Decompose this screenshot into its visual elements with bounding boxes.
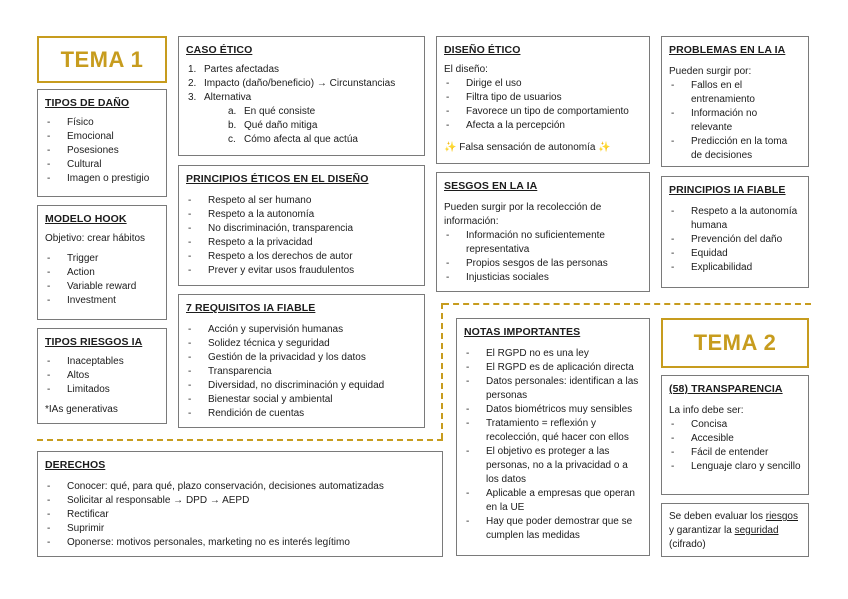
derechos-box xyxy=(37,451,443,557)
list-item: - Datos biométricos muy sensibles xyxy=(464,403,642,417)
list-item: - Explicabilidad xyxy=(669,261,801,275)
list-item: - Respeto a la autonomía humana xyxy=(669,205,801,233)
list-item: - Solidez técnica y seguridad xyxy=(186,337,417,351)
list-item: - Inaceptables xyxy=(45,355,159,369)
tipos-dano-box xyxy=(37,89,167,197)
item-text: Impacto (daño/beneficio) → Circunstancias xyxy=(204,78,396,89)
list-item: - El objetivo es proteger a las personas, no a la privacidad o a los datos xyxy=(464,445,642,487)
item-number: 1. xyxy=(188,64,197,75)
principios-diseno-list xyxy=(186,194,417,278)
item-number: 2. xyxy=(188,78,197,89)
list-item: - Físico xyxy=(45,116,159,130)
list-item: - Cultural xyxy=(45,158,159,172)
diseno-etico-intro: El diseño: xyxy=(444,64,488,75)
list-item: - Equidad xyxy=(669,247,801,261)
section-divider xyxy=(443,303,811,305)
principios-fiable-box xyxy=(661,176,809,288)
list-item: - Gestión de la privacidad y los datos xyxy=(186,351,417,365)
list-item xyxy=(186,77,417,91)
list-item: - Respeto al ser humano xyxy=(186,194,417,208)
list-item: - Acción y supervisión humanas xyxy=(186,323,417,337)
item-letter: c. xyxy=(228,134,236,145)
list-item: - El RGPD es de aplicación directa xyxy=(464,361,642,375)
list-item: - Tratamiento = reflexión y recolección, qué hacer con ellos xyxy=(464,417,642,445)
transparencia-list xyxy=(669,418,801,474)
tipos-dano-title: TIPOS DE DAÑO xyxy=(45,97,130,109)
caso-etico-list xyxy=(186,63,417,147)
principios-diseno-box xyxy=(178,165,425,286)
requisitos-box xyxy=(178,294,425,428)
list-item: - Datos personales: identifican a las personas xyxy=(464,375,642,403)
list-item xyxy=(228,119,417,133)
list-item: - Respeto a la privacidad xyxy=(186,236,417,250)
diseno-etico-box xyxy=(436,36,650,164)
diseno-etico-title: DISEÑO ÉTICO xyxy=(444,44,521,56)
list-item xyxy=(228,133,417,147)
tema2-title xyxy=(661,318,809,368)
notas-box xyxy=(456,318,650,556)
principios-diseno-title: PRINCIPIOS ÉTICOS EN EL DISEÑO xyxy=(186,173,369,185)
list-item: - Aplicable a empresas que operan en la UE xyxy=(464,487,642,515)
list-item: - Rendición de cuentas xyxy=(186,407,417,421)
list-item: - Respeto a la autonomía xyxy=(186,208,417,222)
list-item: - Posesiones xyxy=(45,144,159,158)
list-item: - Hay que poder demostrar que se cumplen las medidas xyxy=(464,515,642,543)
modelo-hook-box xyxy=(37,205,167,320)
principios-fiable-title: PRINCIPIOS IA FIABLE xyxy=(669,184,786,196)
list-item: - Emocional xyxy=(45,130,159,144)
tipos-riesgos-list xyxy=(45,355,159,397)
caso-etico-box xyxy=(178,36,425,156)
item-number: 3. xyxy=(188,92,197,103)
problemas-list xyxy=(669,79,801,163)
sesgos-box xyxy=(436,172,650,292)
evaluar-text xyxy=(669,510,801,552)
list-item: - Predicción en la toma de decisiones xyxy=(669,135,801,163)
list-item: - Trigger xyxy=(45,252,159,266)
transparencia-title: (58) TRANSPARENCIA xyxy=(669,383,783,395)
tipos-riesgos-title: TIPOS RIESGOS IA xyxy=(45,336,143,348)
diseno-etico-note-text: Falsa sensación de autonomía xyxy=(459,142,596,153)
sparkle-icon: ✨ xyxy=(598,142,611,153)
item-text: Cómo afecta al que actúa xyxy=(244,134,358,145)
notas-title: NOTAS IMPORTANTES xyxy=(464,326,581,338)
modelo-hook-intro: Objetivo: crear hábitos xyxy=(45,233,146,244)
list-item: - Altos xyxy=(45,369,159,383)
list-item: - Diversidad, no discriminación y equidad xyxy=(186,379,417,393)
item-text: Partes afectadas xyxy=(204,64,280,75)
list-item: - Información no suficientemente representativa xyxy=(444,229,642,257)
item-text: En qué consiste xyxy=(244,106,316,117)
list-item: - Suprimir xyxy=(45,522,435,536)
tipos-dano-list xyxy=(45,116,159,186)
item-text: Qué daño mitiga xyxy=(244,120,318,131)
item-letter: b. xyxy=(228,120,237,131)
list-item: - Oponerse: motivos personales, marketing no es interés legítimo xyxy=(45,536,435,550)
derechos-list xyxy=(45,480,435,550)
list-item xyxy=(186,63,417,77)
list-item: - Transparencia xyxy=(186,365,417,379)
transparencia-box xyxy=(661,375,809,495)
list-item: - Bienestar social y ambiental xyxy=(186,393,417,407)
modelo-hook-list xyxy=(45,252,159,308)
list-item: - Fácil de entender xyxy=(669,446,801,460)
diseno-etico-list xyxy=(444,77,642,133)
modelo-hook-title: MODELO HOOK xyxy=(45,213,127,225)
list-item: - Prevención del daño xyxy=(669,233,801,247)
transparencia-intro: La info debe ser: xyxy=(669,405,744,416)
list-item: - Dirige el uso xyxy=(444,77,642,91)
list-item: - Concisa xyxy=(669,418,801,432)
evaluar-box xyxy=(661,503,809,557)
list-item: - Filtra tipo de usuarios xyxy=(444,91,642,105)
list-item: - Solicitar al responsable → DPD → AEPD xyxy=(45,494,435,508)
list-item: - No discriminación, transparencia xyxy=(186,222,417,236)
evaluar-part2: y garantizar la xyxy=(669,525,732,536)
list-item: - Afecta a la percepción xyxy=(444,119,642,133)
list-item xyxy=(228,105,417,119)
diseno-etico-note xyxy=(444,141,642,155)
list-item: - Investment xyxy=(45,294,159,308)
item-letter: a. xyxy=(228,106,237,117)
requisitos-title: 7 REQUISITOS IA FIABLE xyxy=(186,302,316,314)
sparkle-icon: ✨ xyxy=(444,142,457,153)
evaluar-part1: Se deben evaluar los xyxy=(669,511,763,522)
sesgos-list xyxy=(444,229,642,285)
problemas-box xyxy=(661,36,809,167)
list-item: - Conocer: qué, para qué, plazo conservación, decisiones automatizadas xyxy=(45,480,435,494)
derechos-title: DERECHOS xyxy=(45,459,106,471)
problemas-title: PROBLEMAS EN LA IA xyxy=(669,44,786,56)
item-text: Alternativa xyxy=(204,92,252,103)
list-item: - Respeto a los derechos de autor xyxy=(186,250,417,264)
list-item: - El RGPD no es una ley xyxy=(464,347,642,361)
notas-list xyxy=(464,347,642,543)
list-item: - Información no relevante xyxy=(669,107,801,135)
requisitos-list xyxy=(186,323,417,421)
list-item: - Rectificar xyxy=(45,508,435,522)
sesgos-title: SESGOS EN LA IA xyxy=(444,180,538,192)
tema1-title xyxy=(37,36,167,83)
list-item: - Prever y evitar usos fraudulentos xyxy=(186,264,417,278)
list-item: - Favorece un tipo de comportamiento xyxy=(444,105,642,119)
list-item: - Fallos en el entrenamiento xyxy=(669,79,801,107)
section-divider xyxy=(441,303,443,439)
list-item: - Propios sesgos de las personas xyxy=(444,257,642,271)
sesgos-intro: Pueden surgir por la recolección de información: xyxy=(444,202,602,227)
list-item: - Accesible xyxy=(669,432,801,446)
list-item: - Variable reward xyxy=(45,280,159,294)
tema2-label: TEMA 2 xyxy=(693,330,777,355)
evaluar-part3: (cifrado) xyxy=(669,539,706,550)
tema1-label: TEMA 1 xyxy=(60,46,144,72)
list-item xyxy=(186,91,417,147)
caso-etico-title: CASO ÉTICO xyxy=(186,44,253,56)
evaluar-riesgos: riesgos xyxy=(765,511,798,522)
tipos-riesgos-note: *IAs generativas xyxy=(45,404,118,415)
caso-etico-sublist xyxy=(228,105,417,147)
problemas-intro: Pueden surgir por: xyxy=(669,66,752,77)
section-divider xyxy=(37,439,443,441)
list-item: - Injusticias sociales xyxy=(444,271,642,285)
list-item: - Action xyxy=(45,266,159,280)
list-item: - Limitados xyxy=(45,383,159,397)
tipos-riesgos-box xyxy=(37,328,167,424)
principios-fiable-list xyxy=(669,205,801,275)
list-item: - Imagen o prestigio xyxy=(45,172,159,186)
evaluar-seguridad: seguridad xyxy=(734,525,779,536)
list-item: - Lenguaje claro y sencillo xyxy=(669,460,801,474)
